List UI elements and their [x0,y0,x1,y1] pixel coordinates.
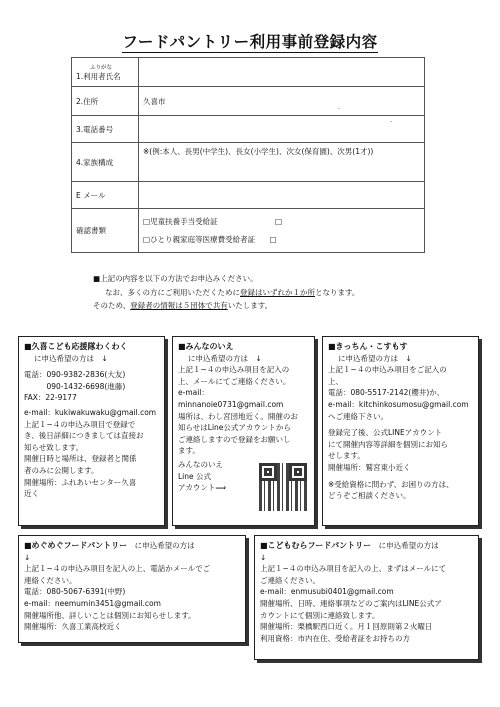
org-name: ■きっちん・こすもす [328,342,408,351]
line-account-link[interactable]: アカウント⟹ [178,483,227,493]
phone-field[interactable] [139,116,425,143]
email-link[interactable]: e-mail：neemumin3451@gmail.com [24,598,161,608]
email-link[interactable]: e-mail：kitchinkosumosu@gmail.com [328,399,469,409]
org-box-kodomomura: ■こどもむらフードパントリー に申込希望の方は ↓ 上記１~４の申込み項目を記入の上、まずはメールにて ご連絡ください。 e-mail：enmusubi0401@gmail.com 開催場所、日時、連絡事項などのご案内はLINE公式ア カウントにて個別に連絡致します。 開催場所：栗橋駅西口近く。月１回原則第２火曜日 利用資格：市内在住、受給者証をお持ちの方 [254,535,479,660]
form-row-phone [72,116,425,143]
form-row-documents [72,209,425,253]
form-row-family [72,143,425,182]
name-field[interactable] [139,58,425,87]
family-field[interactable]: ※(例:本人、長男(中学生)、長女(小学生)、次女(保育園)、次男(1才)) [139,143,425,182]
form-row-email [72,182,425,209]
form-label: 確認書類 [72,209,139,253]
phone-2: 090-1432-6698(進藤) [24,381,126,391]
email-link[interactable]: e-mail：kukiwakuwaku@gmail.com [24,407,157,417]
form-label: ふりがな 1.利用者氏名 [72,58,139,87]
phone-1: 電話：080-5517-2142(櫻井)か、 [328,388,445,398]
notice-block: ■上記の内容を以下の方法でお申込みください。 なお、多くの方にご利用いただくために登録はいずれか１か所となります。 そのため、登録者の情報は５団体で共有いたします。 [93,274,360,310]
org-box-minnanoie: ■みんなのいえ に申込希望の方は ↓ 上記１~４の申込み項目を記入の 上、メールにてご連絡ください。 e-mail：minnanoie0731@gmail.com 場所は、わし宮団地近く。開催のお 知らせはLine公式アカウントから ご連絡しますので登録をお願いし ます。 みんなのいえ Line 公式 アカウント⟹ [172,336,315,526]
furigana-label: ふりがな [90,64,113,71]
registration-form-table [71,57,425,253]
form-label: 2.住所 [72,87,139,116]
tick-mark: - [338,105,341,112]
form-label: E メール [72,182,139,209]
form-label: 4.家族構成 [72,143,139,182]
qr-code-icon[interactable] [259,463,307,511]
phone-1: 電話：080-5067-6391(中野) [24,587,126,597]
fax: FAX：22-9177 [24,393,77,403]
documents-field [139,209,425,253]
doc-option-single-parent[interactable]: □ひとり親家庭等医療費受給者証 □ [143,234,277,244]
form-row-name [72,58,425,87]
phone-1: 電話：090-9382-2836(大友) [24,370,126,380]
checkbox[interactable]: □ [269,234,277,244]
form-label: 3.電話番号 [72,116,139,143]
email-field[interactable] [139,182,425,209]
org-name: ■こどもむらフードパントリー [260,541,372,550]
org-box-megumegu: ■めぐめぐフードパントリー に申込希望の方は ↓ 上記１~４の申込み項目を記入の上、電話かメールでご 連絡ください。 電話：080-5067-6391(中野) e-mail：neemumin3451@gmail.com 開催場所他、詳しいことは個別にお知らせします。 開催場所：久喜工業高校近く [18,535,246,643]
checkbox[interactable]: □ [274,216,283,226]
org-box-kitchin-cosmos: ■きっちん・こすもす に申込希望の方は ↓ 上記１~４の申込み項目をご記入の 上、 電話：080-5517-2142(櫻井)か、 e-mail：kitchinkosumosu@gmail.com へご連絡下さい。 登録完了後、公式LINEアカウント にて開催内容等詳細を個別にお知ら せします。 開催場所：鷲宮東小近く ※受給資格に問わず、お困りの方は、 どうぞご相談ください。 [322,336,479,526]
email-link[interactable]: e-mail：minnanoie0731@gmail.com [178,388,284,409]
address-field[interactable]: 久喜市 [139,87,425,116]
org-name: ■みんなのいえ [178,342,234,351]
page-title: フードパントリー利用事前登録内容 [122,33,378,51]
email-link[interactable]: e-mail：enmusubi0401@gmail.com [260,587,394,597]
org-box-kuki-kodomo: ■久喜こども応援隊わくわく に申込希望の方は ↓ 電話：090-9382-2836(大友) 090-1432-6698(進藤) FAX：22-9177 e-mail：kukiwakuwaku@gmail.com 上記１~４の申込み項目で登録で き、後日詳細につきましては直接お 知らせ致します。 開催日時と場所は、登録者と関係 者のみに公開します。 開催場所：ふれあいセンター久喜 近く [18,336,165,526]
tick-mark: - [390,118,393,125]
org-name: ■久喜こども応援隊わくわく [24,342,128,351]
form-row-address [72,87,425,116]
org-name: ■めぐめぐフードパントリー [24,541,128,550]
doc-option-child-allowance[interactable]: □児童扶養手当受給証 □ [143,216,283,226]
